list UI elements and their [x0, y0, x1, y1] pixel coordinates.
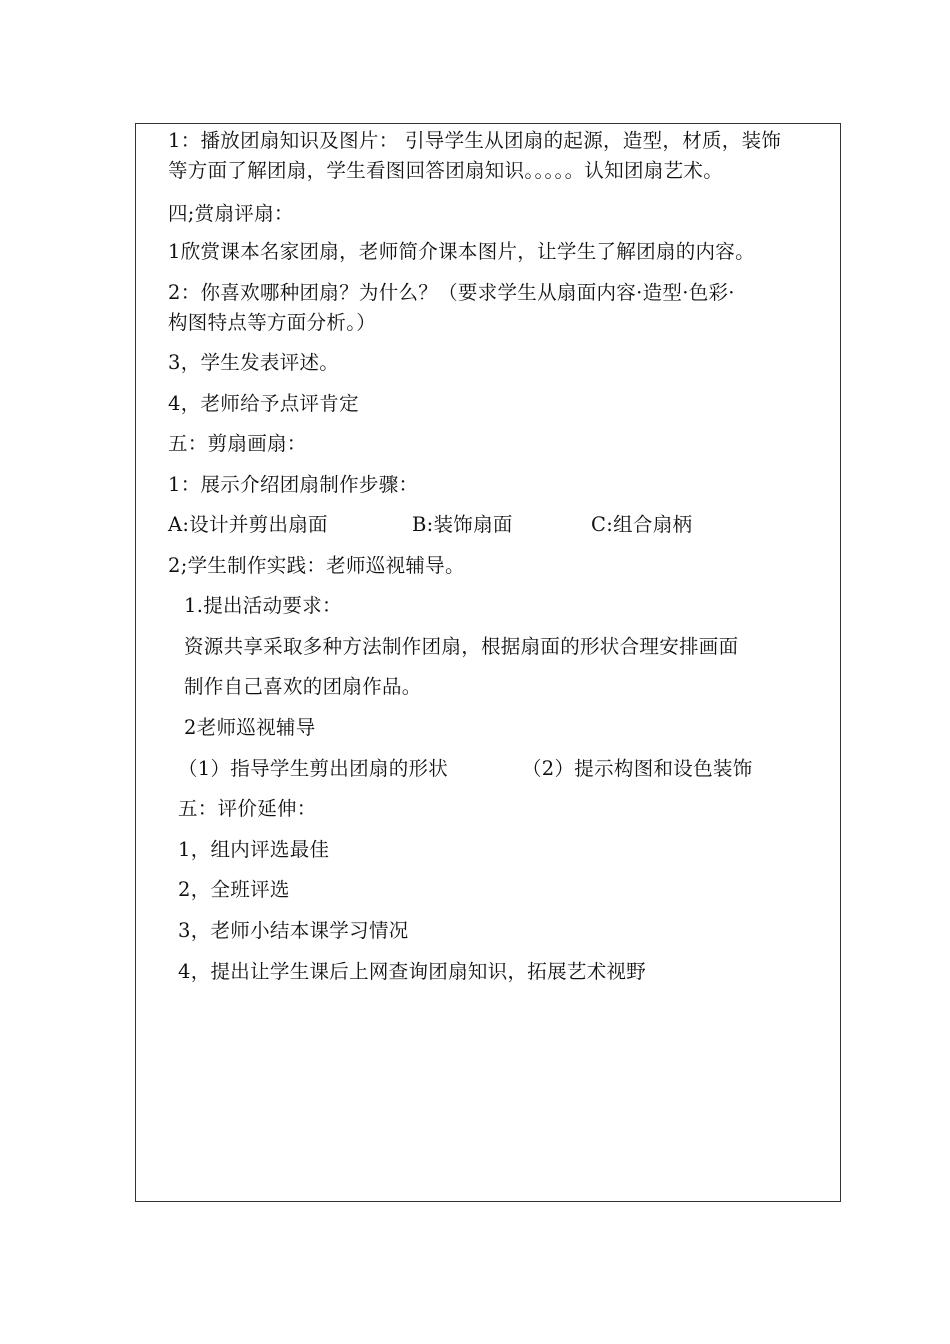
text-line-23: 4，提出让学生课后上网查询团扇知识，拓展艺术视野: [178, 960, 647, 983]
text-line-10: 1：展示介绍团扇制作步骤：: [168, 473, 419, 496]
text-line-13: 1.提出活动要求：: [184, 594, 342, 617]
sub-item-1: （1）指导学生剪出团扇的形状: [178, 757, 449, 780]
text-line-16: 2老师巡视辅导: [184, 716, 316, 739]
text-line-5: 2：你喜欢哪种团扇？为什么？（要求学生从扇面内容·造型·色彩·: [168, 281, 735, 304]
section-heading-4: 四;赏扇评扇：: [168, 202, 294, 225]
step-a: A:设计并剪出扇面: [168, 513, 328, 536]
step-b: B:装饰扇面: [412, 513, 513, 536]
text-line-22: 3，老师小结本课学习情况: [178, 919, 409, 942]
section-heading-5: 五：剪扇画扇：: [168, 432, 307, 455]
text-line-15: 制作自己喜欢的团扇作品。: [184, 675, 422, 698]
text-line-21: 2，全班评选: [178, 878, 290, 901]
text-line-2: 等方面了解团扇，学生看图回答团扇知识。。。。。认知团扇艺术。: [168, 159, 724, 182]
text-line-7: 3，学生发表评述。: [168, 351, 340, 374]
text-line-8: 4，老师给予点评肯定: [168, 392, 359, 415]
text-line-20: 1，组内评选最佳: [178, 838, 330, 861]
content-table-cell: [135, 123, 841, 1202]
text-line-4: 1欣赏课本名家团扇，老师简介课本图片，让学生了解团扇的内容。: [168, 240, 755, 263]
sub-item-2: （2）提示构图和设色装饰: [522, 757, 753, 780]
step-c: C:组合扇柄: [591, 513, 693, 536]
section-heading-evaluation: 五：评价延伸：: [178, 797, 317, 820]
text-line-6: 构图特点等方面分析。）: [168, 311, 377, 334]
text-line-1: 1：播放团扇知识及图片： 引导学生从团扇的起源，造型，材质，装饰: [168, 129, 782, 152]
text-line-14: 资源共享采取多种方法制作团扇，根据扇面的形状合理安排画面: [184, 635, 739, 658]
text-line-12: 2;学生制作实践：老师巡视辅导。: [168, 554, 465, 577]
